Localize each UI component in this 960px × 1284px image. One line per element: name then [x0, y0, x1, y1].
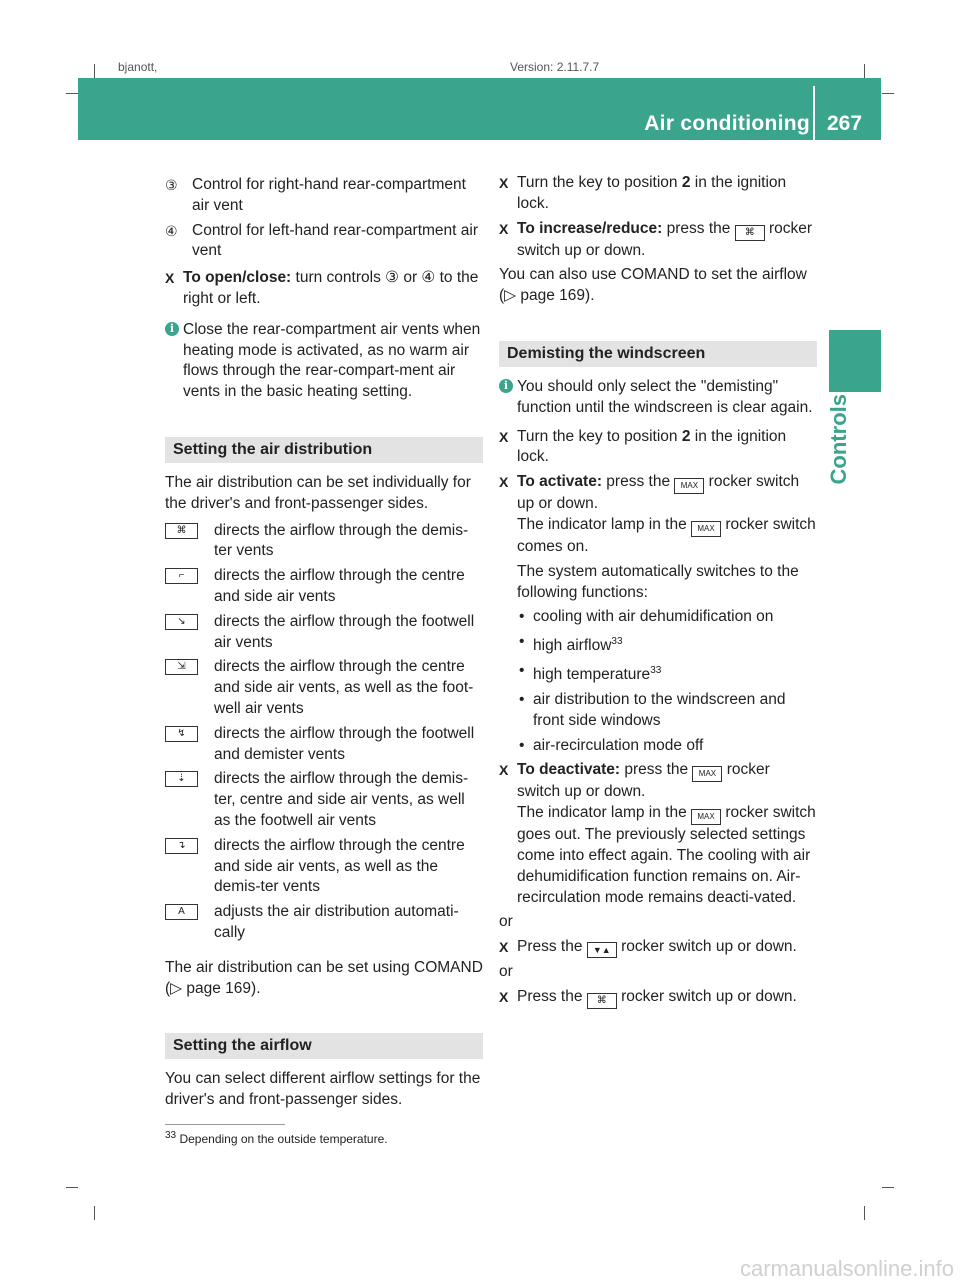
section-heading: Demisting the windscreen	[499, 341, 817, 367]
dist-text: adjusts the air distribution automati-cally	[214, 903, 459, 941]
dist-item	[165, 521, 483, 563]
page-number: 267	[827, 112, 863, 135]
step-press-fan	[499, 987, 817, 1009]
bullet-text: high temperature	[533, 666, 651, 684]
bullet-icon: •	[519, 691, 525, 709]
or-text: or	[499, 963, 513, 981]
step-marker-icon: X	[499, 939, 509, 956]
max-demister-icon: MAX	[692, 766, 722, 782]
footnote-text: Depending on the outside temperature.	[176, 1132, 388, 1146]
step-text: in the ignition lock.	[517, 427, 787, 466]
list-item	[517, 632, 817, 657]
crop-mark	[882, 93, 894, 94]
info-note	[499, 377, 817, 419]
up-down-arrows-icon: ▼▲	[587, 942, 617, 958]
side-tab-label: Controls	[826, 394, 851, 485]
step-marker-icon: X	[499, 175, 509, 191]
dist-text: directs the airflow through the centre and side air vents, as well as the foot-well air vents	[214, 658, 474, 717]
crop-mark	[882, 1187, 894, 1188]
dist-item	[165, 769, 483, 831]
step-label: To increase/reduce:	[517, 219, 663, 237]
bullet-text: cooling with air dehumidification on	[533, 608, 774, 626]
info-icon: i	[499, 379, 513, 393]
crop-mark	[94, 1206, 95, 1220]
item-text: Control for left-hand rear-compartment air vent	[192, 221, 479, 260]
comand-text: You can also use COMAND to set the airflow (▷ page 169).	[499, 266, 807, 305]
system-text: The system automatically switches to the following functions:	[517, 562, 799, 601]
bullet-text: high airflow	[533, 637, 612, 655]
bullet-icon: •	[519, 662, 525, 680]
callout-4-icon: ④	[165, 222, 178, 239]
dist-text: directs the airflow through the centre and side air vents, as well as the demis-ter vents	[214, 836, 465, 896]
centre-vent-icon: ⌐	[165, 568, 198, 584]
step-label: To deactivate:	[517, 761, 621, 779]
crop-mark	[94, 64, 95, 78]
max-demister-icon: MAX	[691, 809, 721, 825]
step-marker-icon: X	[499, 220, 509, 237]
step-text: Turn the key to position	[517, 427, 682, 445]
step-marker-icon: X	[499, 989, 509, 1006]
info-text: Close the rear-compartment air vents when heating mode is activated, as no warm air flows through the rear-compart-ment air vents in the basic heating setting.	[183, 320, 481, 401]
dist-item	[165, 612, 483, 654]
header-separator	[813, 86, 815, 140]
step-text: Turn the key to position	[517, 174, 682, 191]
dist-text: directs the airflow through the footwell and demister vents	[214, 724, 475, 763]
watermark: carmanualsonline.info	[739, 1256, 954, 1281]
dist-item	[165, 902, 483, 944]
version-label: Version: 2.11.7.7	[510, 60, 600, 74]
demister-icon: ⌘	[165, 523, 198, 539]
dist-text: directs the airflow through the demis-ter vents	[214, 521, 469, 560]
right-column	[499, 173, 817, 1013]
bullet-icon: •	[519, 736, 525, 754]
bullet-text: air-recirculation mode off	[533, 736, 704, 754]
step-text: press the	[602, 473, 675, 491]
list-item	[517, 661, 817, 686]
info-icon: i	[165, 322, 179, 336]
step-bold: 2	[681, 427, 691, 445]
file-label: bjanott,	[118, 60, 158, 74]
footnote-ref: 33	[650, 665, 662, 677]
step-text: in the ignition lock.	[517, 174, 787, 212]
footnote-rule	[165, 1124, 285, 1125]
list-item	[517, 736, 817, 757]
footnote-ref: 33	[611, 636, 623, 648]
all-vents-icon: ⇣	[165, 771, 198, 787]
lamp-text: The indicator lamp in the	[517, 515, 692, 533]
footwell-vent-icon: ↘	[165, 614, 198, 630]
step-text: press the	[620, 761, 693, 779]
callout-3-icon: ③	[165, 177, 178, 193]
dist-text: directs the airflow through the centre and side air vents	[214, 567, 465, 605]
step-open-close	[165, 268, 483, 310]
fan-icon: ⌘	[735, 225, 765, 241]
step-marker-icon: X	[499, 428, 509, 445]
crop-mark	[66, 1187, 78, 1188]
list-item	[165, 175, 483, 217]
step-text: rocker switch up or down.	[616, 938, 797, 956]
max-demister-icon: MAX	[674, 478, 704, 494]
bullet-icon: •	[519, 633, 525, 651]
centre-demister-icon: ↴	[165, 838, 198, 854]
dist-item	[165, 657, 483, 719]
dist-text: directs the airflow through the footwell air vents	[214, 612, 475, 651]
step-key	[499, 173, 817, 215]
step-text: press the	[662, 219, 735, 237]
dist-comand: The air distribution can be set using COMAND (▷ page 169).	[165, 958, 483, 997]
list-item	[517, 607, 817, 628]
crop-mark	[864, 1206, 865, 1220]
lamp-text: The indicator lamp in the	[517, 804, 692, 822]
lamp-text: rocker switch goes out. The previously selected settings come into effect again. The cooling with air dehumidification function remains on. Air-recirculation mode remains deacti-vated.	[517, 804, 816, 906]
item-text: Control for right-hand rear-compartment air vent	[192, 176, 466, 214]
step-marker-icon: X	[499, 762, 509, 779]
step-text: Press the	[517, 938, 587, 956]
step-press-arrows	[499, 937, 817, 958]
step-text: rocker switch up or down.	[517, 219, 813, 259]
footnote-number: 33	[165, 1130, 177, 1141]
left-column	[165, 175, 483, 1111]
step-text: turn controls ③ or ④ to the right or left.	[183, 269, 479, 307]
dist-intro: The air distribution can be set individually for the driver's and front-passenger sides.	[165, 473, 471, 512]
side-tab-block	[829, 330, 881, 392]
fan-icon: ⌘	[587, 993, 617, 1009]
airflow-intro: You can select different airflow settings for the driver's and front-passenger sides.	[165, 1070, 481, 1109]
auto-distribution-icon: A	[165, 904, 198, 920]
bullet-list	[517, 607, 817, 756]
section-heading: Setting the air distribution	[165, 437, 483, 463]
dist-item	[165, 566, 483, 608]
dist-item	[165, 836, 483, 898]
step-text: rocker switch up or down.	[517, 473, 800, 513]
page-title: Air conditioning	[644, 112, 810, 135]
crop-mark	[66, 93, 78, 94]
step-marker-icon: X	[499, 474, 509, 491]
step-deactivate	[499, 760, 817, 908]
section-heading: Setting the airflow	[165, 1033, 483, 1059]
step-label: To activate:	[517, 473, 602, 491]
bullet-text: air distribution to the windscreen and front side windows	[533, 691, 786, 729]
info-text: You should only select the "demisting" function until the windscreen is clear again.	[517, 377, 813, 416]
step-marker-icon: X	[165, 270, 175, 287]
info-note	[165, 320, 483, 403]
step-increase-reduce	[499, 219, 817, 262]
step-key	[499, 427, 817, 469]
crop-mark	[864, 64, 865, 78]
footwell-demister-icon: ↯	[165, 726, 198, 742]
dist-item	[165, 724, 483, 766]
step-label: To open/close:	[183, 269, 292, 287]
step-text: rocker switch up or down.	[616, 988, 797, 1006]
step-text: Press the	[517, 988, 587, 1006]
list-item	[165, 221, 483, 263]
step-activate	[499, 472, 817, 756]
dist-text: directs the airflow through the demis-ter, centre and side air vents, as well as the footwell air vents	[214, 770, 469, 829]
bullet-icon: •	[519, 608, 525, 626]
step-bold: 2	[681, 174, 691, 191]
footnote	[165, 1130, 483, 1146]
step-text: rocker switch up or down.	[517, 761, 770, 801]
side-tab-label-wrap	[826, 394, 858, 594]
or-text: or	[499, 913, 513, 931]
centre-footwell-icon: ⇲	[165, 659, 198, 675]
lamp-text: rocker switch comes on.	[517, 515, 816, 555]
list-item	[517, 690, 817, 732]
max-demister-icon: MAX	[691, 521, 721, 537]
